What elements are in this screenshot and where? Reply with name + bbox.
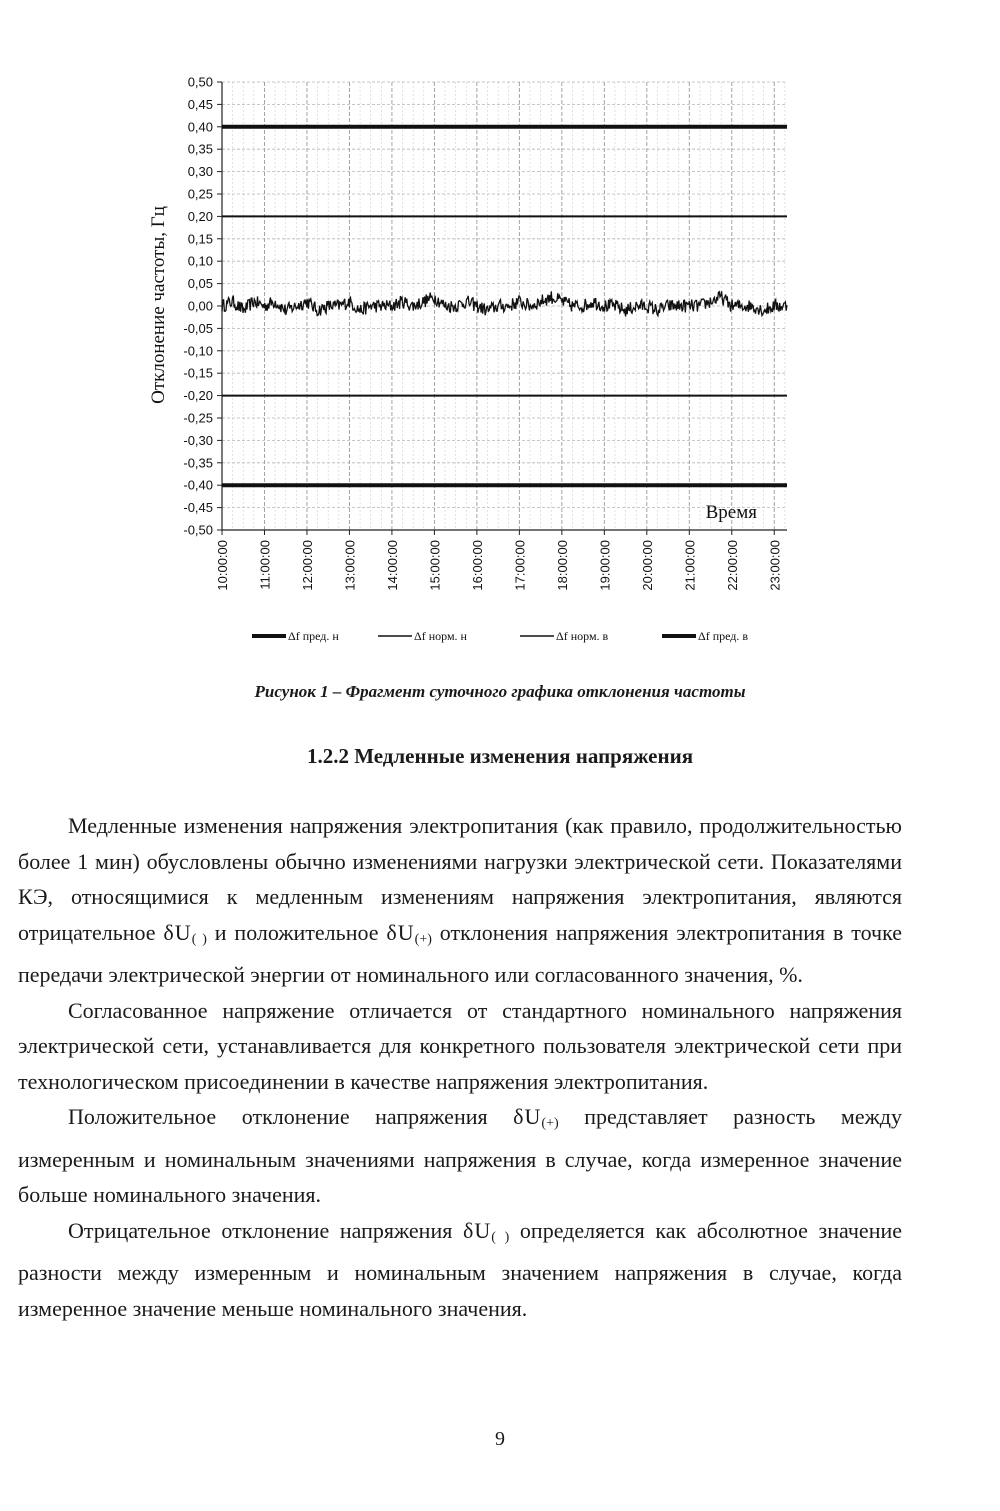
y-tick-label: -0,20 [183, 388, 213, 404]
legend-item [662, 629, 748, 643]
y-tick-label: -0,25 [183, 410, 213, 426]
time-annotation: Время [705, 502, 757, 523]
x-tick-label: 23:00:00 [767, 540, 783, 591]
y-tick-label: 0,50 [187, 74, 213, 90]
p3-symbol: δU [513, 1104, 542, 1129]
y-tick-label: 0,10 [187, 253, 213, 269]
p1-text-3: отклонения напряжения электропитания в точке передачи электрической энергии от номинального или согласованного значения, %. [18, 919, 903, 987]
p4-subscript: ( ) [491, 1229, 510, 1245]
y-tick-label: 0,20 [187, 208, 213, 224]
legend-label: Δf пред. н [288, 629, 339, 643]
tick-labels [183, 75, 782, 591]
p1-subscript-2: (+) [414, 931, 432, 947]
figure-caption: Рисунок 1 – Фрагмент суточного графика отклонения частоты [254, 682, 746, 701]
legend-label: Δf норм. н [414, 629, 467, 643]
chart-legend [252, 629, 748, 643]
x-tick-label: 20:00:00 [639, 540, 655, 591]
p1-text-1: Медленные изменения напряжения электропитания (как правило, продолжительностью более 1 мин) обусловлены обычно изменениями нагрузки электрической сети. Показателями КЭ, относящимися к медленным изменениям напряжения электропитания, являются отрицательное [18, 813, 902, 945]
paragraph-3 [18, 1099, 902, 1213]
x-tick-label: 17:00:00 [512, 540, 528, 591]
p1-text-2: и положительное [206, 919, 387, 945]
body-text [18, 808, 902, 1326]
x-tick-label: 21:00:00 [682, 540, 698, 591]
x-tick-label: 19:00:00 [597, 540, 613, 591]
frequency-deviation-chart [0, 0, 1000, 670]
legend-item [520, 629, 609, 643]
y-tick-label: -0,50 [183, 522, 213, 538]
chart-svg [0, 0, 1000, 670]
x-tick-label: 22:00:00 [724, 540, 740, 591]
x-tick-label: 10:00:00 [215, 540, 230, 591]
x-tick-label: 15:00:00 [427, 540, 443, 591]
y-tick-label: -0,15 [183, 365, 213, 381]
p1-subscript-1: ( ) [191, 931, 207, 947]
x-tick-label: 12:00:00 [299, 540, 315, 591]
page-number: 9 [495, 1428, 505, 1450]
legend-item [378, 629, 468, 643]
x-tick-label: 11:00:00 [257, 540, 273, 590]
paragraph-2: Согласованное напряжение отличается от стандартного номинального напряжения электрической сети, устанавливается для конкретного пользователя электрической сети при технологическом присоединении в качестве напряжения электропитания. [18, 997, 902, 1094]
paragraph-4 [18, 1213, 902, 1327]
p3-text-2: представляет разность между измеренным и номинальным значениями напряжения в случае, когда измеренное значение больше номинального значения. [18, 1104, 902, 1207]
p3-text-1: Положительное отклонение напряжения [68, 1104, 514, 1129]
y-tick-label: -0,30 [183, 432, 213, 448]
y-tick-label: 0,00 [187, 298, 213, 314]
y-tick-label: 0,45 [187, 96, 213, 112]
x-tick-label: 13:00:00 [342, 540, 358, 591]
y-tick-label: -0,45 [183, 500, 213, 516]
p1-symbol-2: δU [386, 919, 415, 945]
legend-label: Δf пред. в [698, 629, 749, 643]
p3-subscript: (+) [541, 1116, 559, 1131]
y-tick-label: 0,40 [187, 119, 213, 135]
y-tick-label: -0,10 [183, 343, 213, 359]
x-tick-label: 16:00:00 [469, 540, 485, 591]
p4-text-2: определяется как абсолютное значение разности между измеренным и номинальным значением напряжения в случае, когда измеренное значение меньше номинального значения. [18, 1217, 902, 1321]
y-tick-label: 0,35 [187, 141, 213, 157]
paragraph-1 [18, 808, 902, 993]
y-tick-label: 0,15 [187, 231, 213, 247]
y-axis-label: Отклонение частоты, Гц [148, 206, 169, 404]
y-tick-label: -0,40 [183, 477, 213, 493]
y-tick-label: 0,25 [187, 186, 213, 202]
legend-item [252, 629, 339, 643]
y-tick-label: 0,05 [187, 276, 213, 292]
x-tick-label: 14:00:00 [384, 540, 400, 591]
y-tick-label: -0,05 [183, 320, 213, 336]
section-heading: 1.2.2 Медленные изменения напряжения [306, 744, 694, 768]
p1-symbol-1: δU [163, 919, 192, 945]
y-tick-label: -0,35 [183, 455, 213, 471]
x-tick-label: 18:00:00 [554, 540, 570, 591]
p4-symbol: δU [463, 1217, 492, 1243]
y-tick-label: 0,30 [187, 164, 213, 180]
p4-text-1: Отрицательное отклонение напряжения [68, 1217, 464, 1243]
legend-label: Δf норм. в [556, 629, 609, 643]
